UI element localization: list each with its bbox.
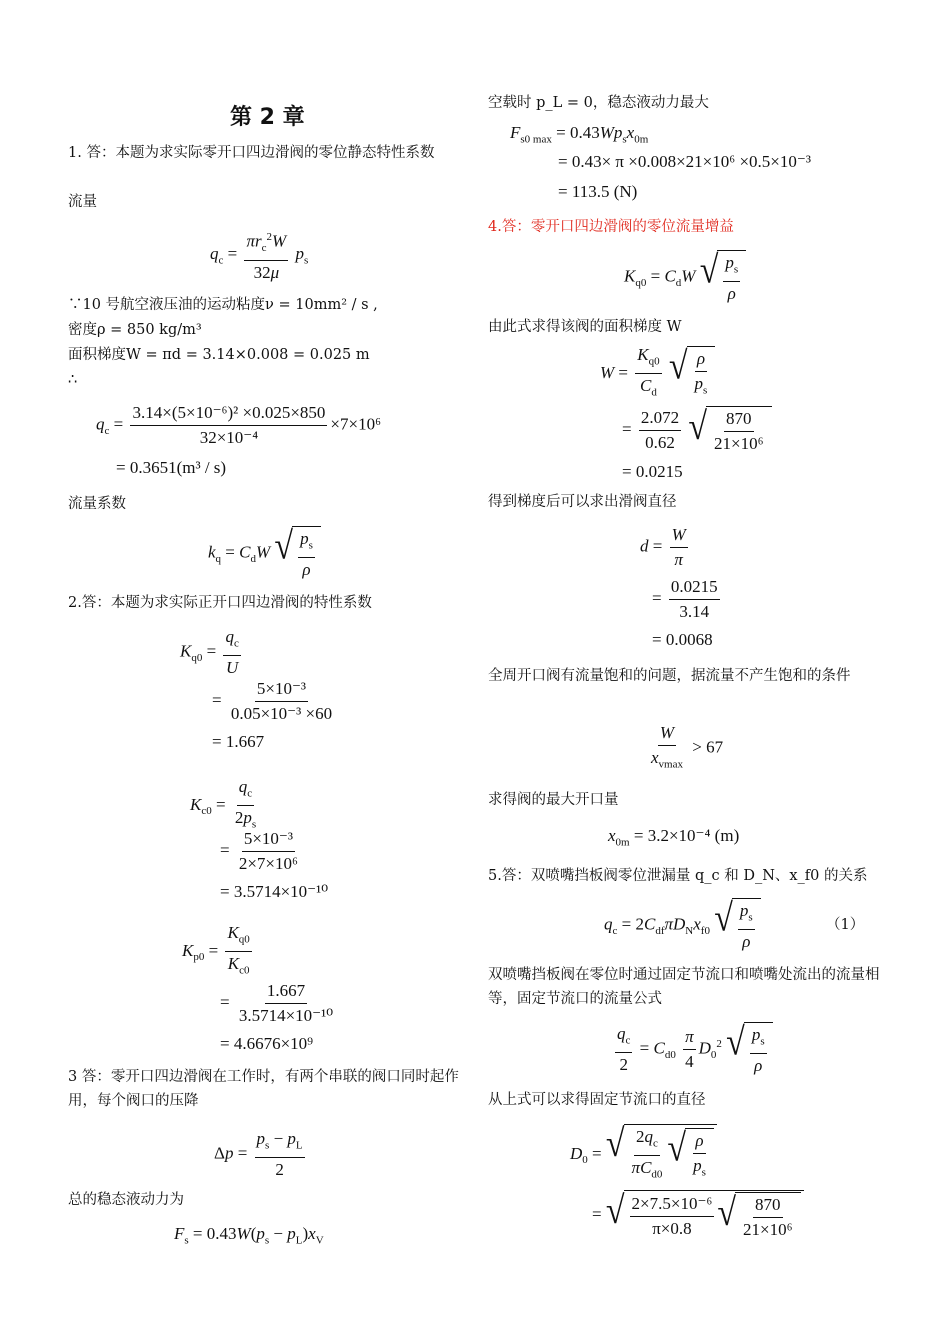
q2-heading: 2.答：本题为求实际正开口四边滑阀的特性系数 <box>68 595 372 611</box>
q4-w-result: = 0.0215 <box>622 462 683 481</box>
q1-therefore: ∴ <box>68 372 78 388</box>
q1-coef-label: 流量系数 <box>68 496 126 512</box>
q4-find-d: 得到梯度后可以求出滑阀直径 <box>488 494 677 510</box>
q5-eq-no: （1） <box>826 917 865 933</box>
q4-w-n2: 870 <box>724 408 754 432</box>
q4-max-open: 求得阀的最大开口量 <box>488 792 619 808</box>
q1-area-gradient: 面积梯度W = πd = 3.14×0.008 = 0.025 m <box>68 347 370 363</box>
q4-w-n1: 2.072 <box>639 407 681 431</box>
q2-kc0-result: = 3.5714×10⁻¹⁰ <box>220 882 329 901</box>
q2-kp0-calc: = $\frac{1.667}{\text{3.5714×10⁻¹⁰}}$ <box>220 981 334 1025</box>
q2-kp0-den: 3.5714×10⁻¹⁰ <box>238 1006 334 1025</box>
q4-x0m-value: = 3.2×10⁻⁴ (m) <box>633 826 740 845</box>
q3-fsmax-line3: = 113.5 (N) <box>558 182 638 201</box>
q5-d0-n1: 2×7.5×10⁻⁶ <box>630 1193 715 1217</box>
q2-kc0-num: 5×10⁻³ <box>242 828 295 852</box>
q4-heading: 4.答：零开口四边滑阀的零位流量增益 <box>488 219 734 235</box>
q2-kq0-def: $K_{q0}$ = $\frac{q_c}{U}$ <box>180 627 239 678</box>
q5-d0-def: $D_0$ = √ $\frac{2q_c}{\pi C_{d0}}$ √ $\frac{\rho}{p_s}$ <box>570 1124 717 1186</box>
q5-d0-d2: 21×10⁶ <box>743 1220 793 1239</box>
q3-heading: 3 答：零开口四边滑阀在工作时，有两个串联的阀口同时起作用，每个阀口的压降 <box>68 1069 459 1109</box>
q3-fs-formula: $F_s = 0.43W(p_s - p_L)x_V$ <box>174 1224 324 1247</box>
q3-fsmax-line2: = 0.43× π ×0.008×21×10⁶ ×0.5×10⁻³ <box>558 152 811 171</box>
q1-because: ∵10 号航空液压油的运动粘度ν = 10mm² / s , <box>68 297 378 313</box>
q2-kp0-result: = 4.6676×10⁹ <box>220 1034 314 1053</box>
q3-dp-formula: Δp = $\frac{p_s - p_L}{2}$ <box>214 1129 303 1180</box>
q5-qc-formula: $q_c = 2C_{df}\pi D_Nx_{f0}$ √ $\frac{p_s}{\rho}$ <box>604 898 761 953</box>
q5-para: 双喷嘴挡板阀在零位时通过固定节流口和喷嘴处流出的流量相等，固定节流口的流量公式 <box>488 967 880 1007</box>
q2-kc0-def: $K_{c0}$ = $\frac{q_c}{2p_s}$ <box>190 777 257 831</box>
q2-kp0-num: 1.667 <box>265 980 307 1004</box>
q3-total-label: 总的稳态液动力为 <box>68 1192 184 1208</box>
q4-cond-rhs: > 67 <box>692 737 724 757</box>
q1-calc-mult: ×7×10⁶ <box>330 414 382 434</box>
q2-kq0-den: 0.05×10⁻³ ×60 <box>230 704 333 723</box>
q4-find-w: 由此式求得该阀的面积梯度 W <box>488 319 682 335</box>
q5-heading: 5.答：双喷嘴挡板阀零位泄漏量 q_c 和 D_N、x_f0 的关系 <box>488 868 868 884</box>
q5-fixed-formula: $\frac{q_c}{2}$ = $C_{d0}$ $\frac{\pi}{4}$ $D_0^2$ √ $\frac{p_s}{\rho}$ <box>612 1022 773 1077</box>
q3-fsmax-line1: $F_{s0 max} = 0.43Wp_sx_{0m}$ <box>510 123 649 146</box>
q5-d0-calc: = √ $\frac{\text{2×7.5×10⁻⁶}}{\pi\times 0.8}$ √ $\frac{870}{\text{21×10⁶}}$ <box>592 1190 804 1241</box>
q4-d-num: 0.0215 <box>669 576 720 600</box>
q3-noload: 空载时 p_L = 0，稳态液动力最大 <box>488 95 709 111</box>
q4-w-calc: = $\frac{2.072}{0.62}$ √ $\frac{870}{\text{21×10⁶}}$ <box>622 406 772 455</box>
q2-kq0-calc: = $\frac{\text{5×10⁻³}}{\text{0.05×10⁻³ ×60}}$ <box>212 679 333 723</box>
q5-d0-n2: 870 <box>753 1194 783 1218</box>
q2-kc0-calc: = $\frac{\text{5×10⁻³}}{\text{2×7×10⁶}}$ <box>220 829 298 873</box>
q4-x0m: $x_{0m} = 3.2\times 10^{-4}$ (m) <box>608 826 740 849</box>
q1-calc-den: 32×10⁻⁴ <box>199 428 259 447</box>
q4-saturation: 全周开口阀有流量饱和的问题，据流量不产生饱和的条件 <box>488 668 851 684</box>
q1-heading: 1. 答：本题为求实际零开口四边滑阀的零位静态特性系数 <box>68 145 435 161</box>
q2-kq0-num: 5×10⁻³ <box>255 678 308 702</box>
q4-d-calc: = $\frac{0.0215}{3.14}$ <box>652 577 718 621</box>
q2-kq0-result: = 1.667 <box>212 732 265 751</box>
q5-find-d0: 从上式可以求得固定节流口的直径 <box>488 1092 706 1108</box>
q4-kq0-formula: $K_{q0} = C_dW$ √ $\frac{p_s}{\rho}$ <box>624 250 746 305</box>
q1-result: = 0.3651(m³ / s) <box>116 458 227 477</box>
q4-w-d2: 21×10⁶ <box>714 434 764 453</box>
q4-d-result: = 0.0068 <box>652 630 713 649</box>
q4-d-den: 3.14 <box>679 602 710 621</box>
q1-density: 密度ρ = 850 kg/m³ <box>68 322 202 338</box>
q1-flow-label: 流量 <box>68 194 97 210</box>
q1-calc: $q_c$ = $\frac{\text{3.14×(5×10⁻⁶)² ×0.025×850}}{\text{32×10⁻⁴}}$ ×7×10⁶ <box>96 403 382 447</box>
q2-kc0-den: 2×7×10⁶ <box>238 854 298 873</box>
chapter-title: 第 2 章 <box>230 105 305 130</box>
q4-w-def: W = $\frac{K_{q0}}{C_d}$ √ $\frac{\rho}{p_s}$ <box>600 344 715 404</box>
q5-d0-d1: π×0.8 <box>652 1219 692 1238</box>
q1-kq-formula: $k_q = C_dW$ √ $\frac{p_s}{\rho}$ <box>208 526 321 581</box>
q4-d-def: d = $\frac{W}{\pi}$ <box>640 525 686 569</box>
q2-kp0-def: $K_{p0}$ = $\frac{K_{q0}}{K_{c0}}$ <box>182 923 250 977</box>
q1-calc-num: 3.14×(5×10⁻⁶)² ×0.025×850 <box>130 402 327 426</box>
q4-w-d1: 0.62 <box>645 433 675 452</box>
q4-condition: $\frac{W}{x_{vmax}}$ > 67 <box>651 723 724 771</box>
q1-flow-formula: $q_c$ = $\frac{\pi r_c^2W}{32\mu}$ $p_s$ <box>210 226 308 284</box>
